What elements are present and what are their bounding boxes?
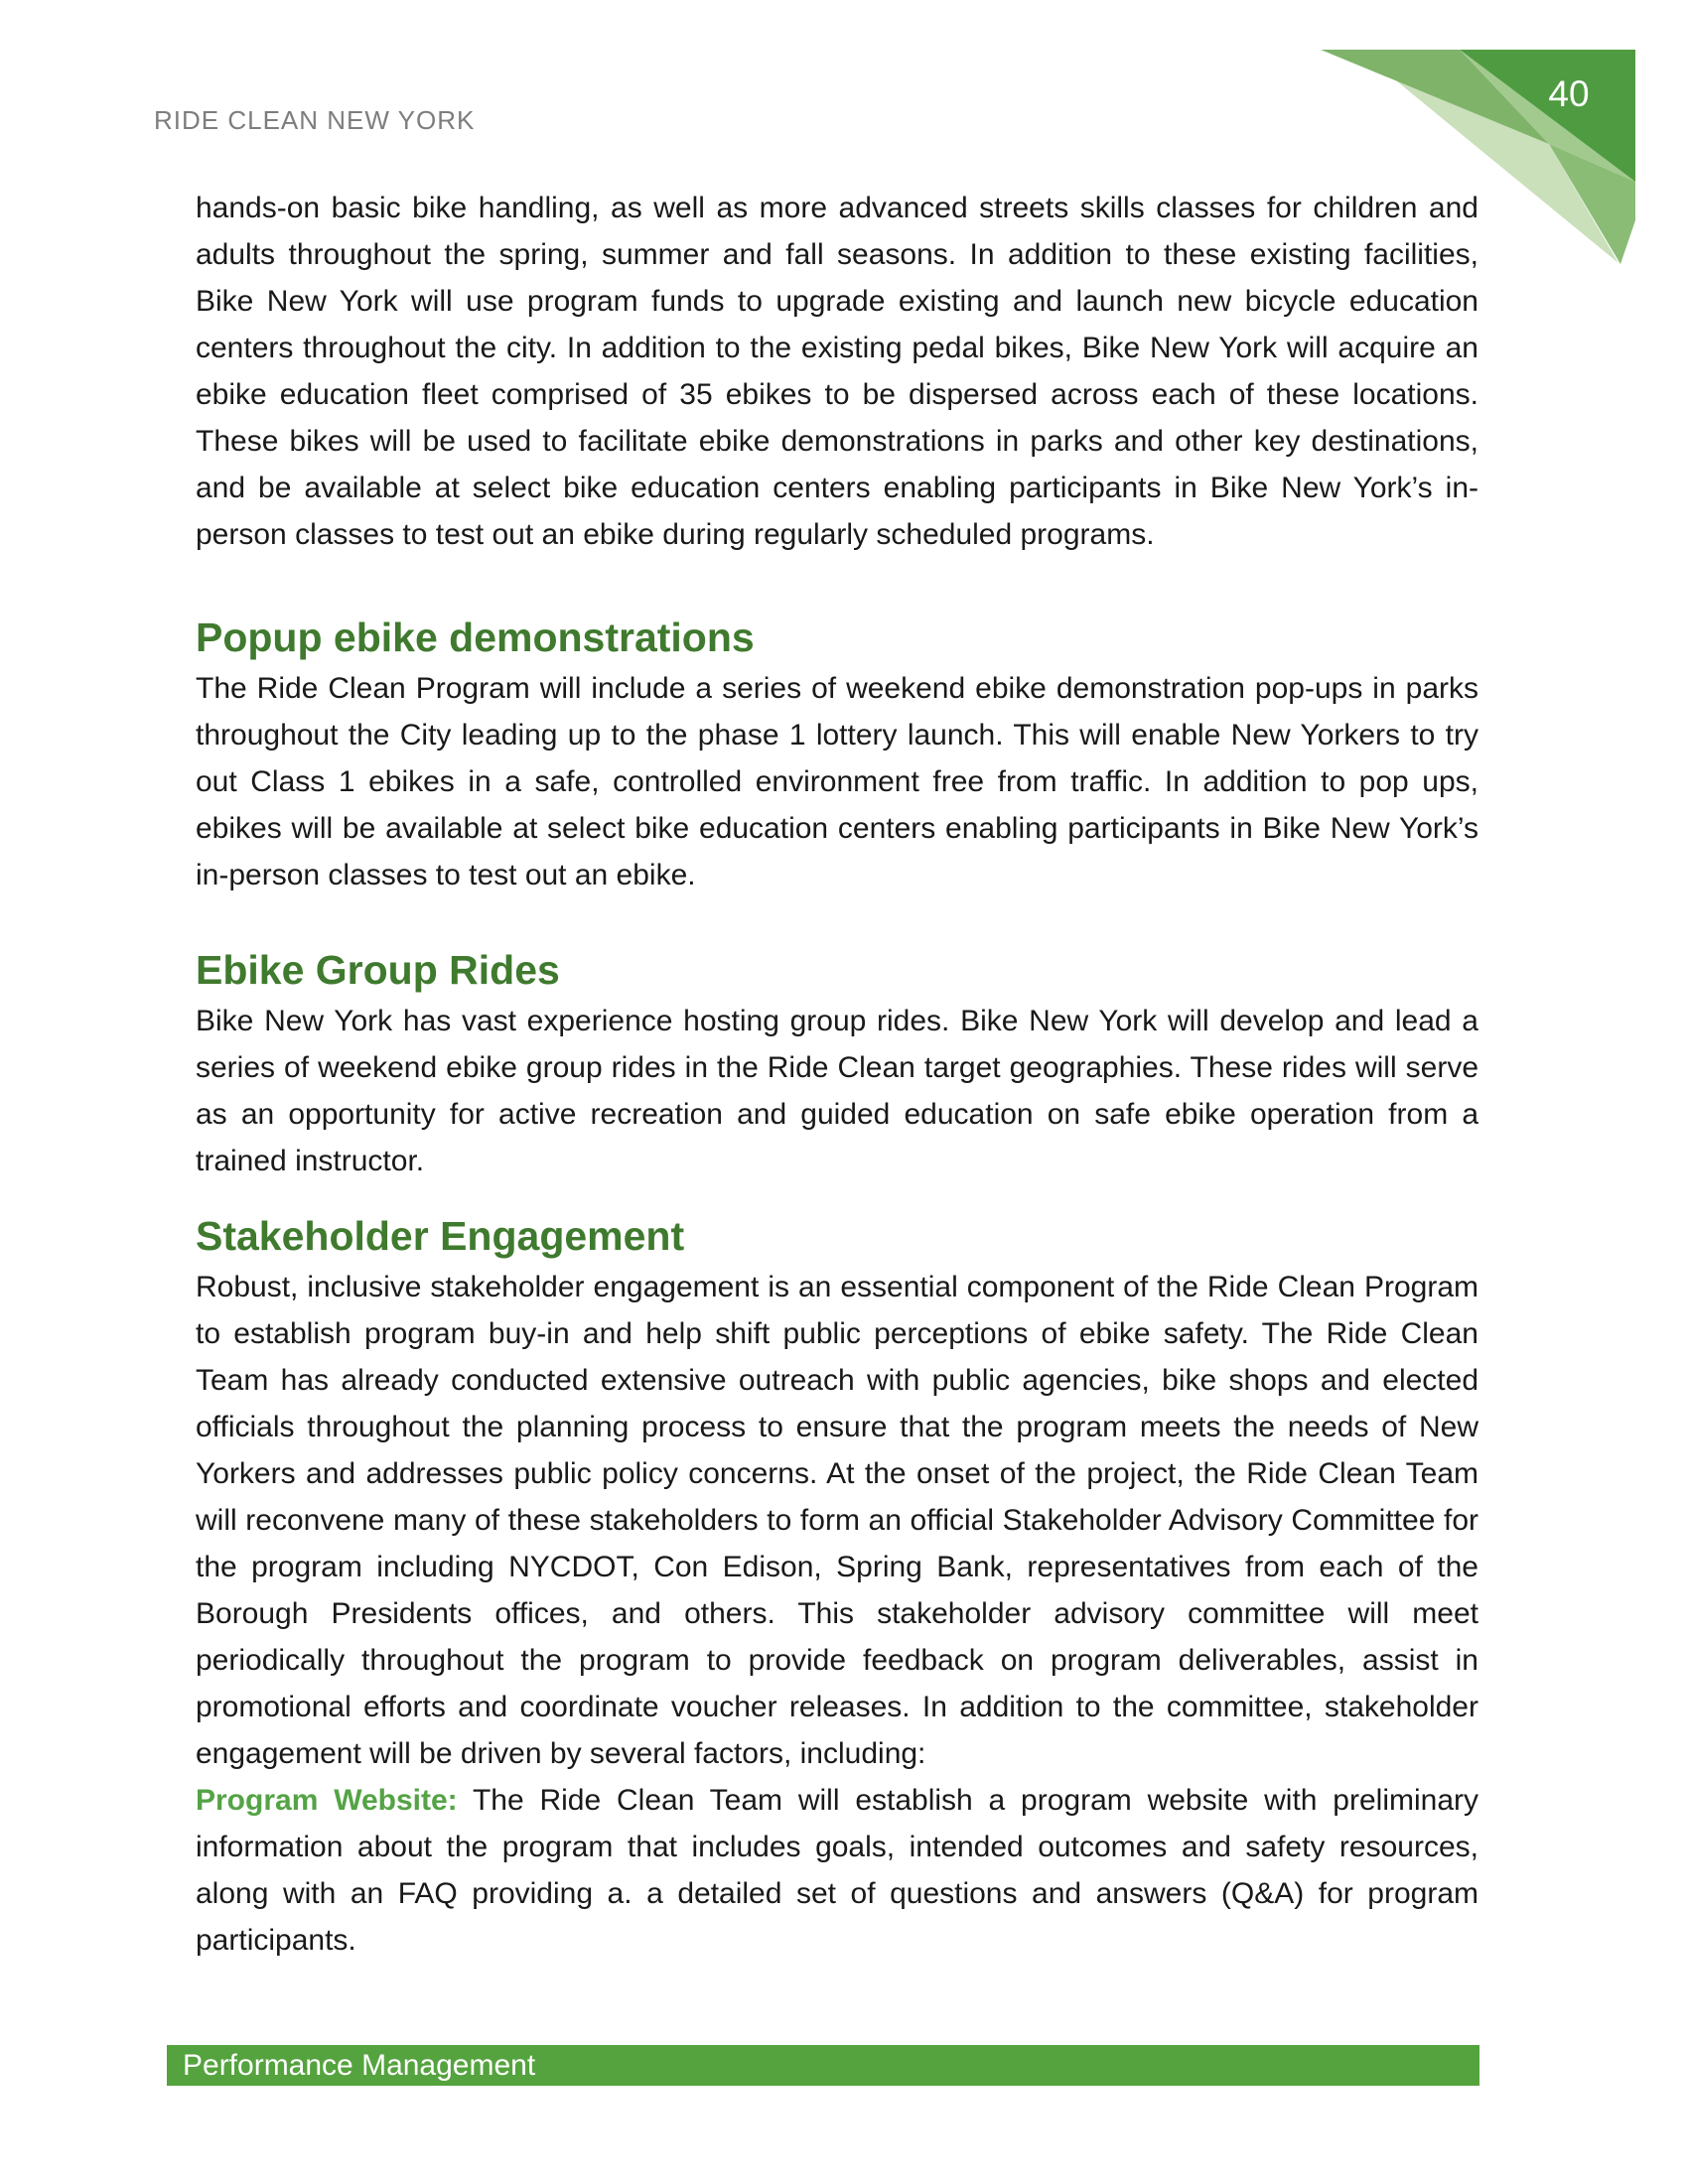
running-header-title: RIDE CLEAN NEW YORK bbox=[154, 105, 476, 135]
program-website-text: The Ride Clean Team will establish a program website with preliminary information about the program that includes goals, intended outcomes and safety resources, along with an FAQ providing a. a detailed set of questions and answers (Q&A) for program participants. bbox=[196, 1784, 1478, 1957]
program-website-label: Program Website: bbox=[196, 1784, 458, 1817]
footer-label: Performance Management bbox=[183, 2049, 536, 2082]
paragraph-group-rides: Bike New York has vast experience hosting group rides. Bike New York will develop and lead a series of weekend ebike group rides in the Ride Clean target geographies. These rides will serve as an opportunity for active recreation and guided education on safe ebike operation from a trained instructor. bbox=[196, 1005, 1478, 1177]
paragraph-bike-education: hands-on basic bike handling, as well as more advanced streets skills classes for children and adults throughout the spring, summer and fall seasons. In addition to these existing facilities, Bike New York will use program funds to upgrade existing and launch new bicycle education centers throughout the city. In addition to the existing pedal bikes, Bike New York will acquire an ebike education fleet comprised of 35 ebikes to be dispersed across each of these locations. These bikes will be used to facilitate ebike demonstrations in parks and other key destinations, and be available at select bike education centers enabling participants in Bike New York’s in-person classes to test out an ebike during regularly scheduled programs. bbox=[196, 192, 1478, 551]
paragraph-popup-demonstrations: The Ride Clean Program will include a series of weekend ebike demonstration pop-ups in parks throughout the City leading up to the phase 1 lottery launch. This will enable New Yorkers to try out Class 1 ebikes in a safe, controlled environment free from traffic. In addition to pop ups, ebikes will be available at select bike education centers enabling participants in Bike New York’s in-person classes to test out an ebike. bbox=[196, 672, 1478, 891]
heading-popup-ebike-demonstrations: Popup ebike demonstrations bbox=[196, 614, 755, 660]
page-body bbox=[196, 0, 1478, 1964]
heading-ebike-group-rides: Ebike Group Rides bbox=[196, 947, 560, 993]
page-number: 40 bbox=[1548, 73, 1590, 114]
paragraph-stakeholder-engagement: Robust, inclusive stakeholder engagement is an essential component of the Ride Clean Program to establish program buy-in and help shift public perceptions of ebike safety. The Ride Clean Team has already conducted extensive outreach with public agencies, bike shops and elected officials throughout the planning process to ensure that the program meets the needs of New Yorkers and addresses public policy concerns. At the onset of the project, the Ride Clean Team will reconvene many of these stakeholders to form an official Stakeholder Advisory Committee for the program including NYCDOT, Con Edison, Spring Bank, representatives from each of the Borough Presidents offices, and others. This stakeholder advisory committee will meet periodically throughout the program to provide feedback on program deliverables, assist in promotional efforts and coordinate voucher releases. In addition to the committee, stakeholder engagement will be driven by several factors, including: bbox=[196, 1271, 1478, 1770]
paragraph-program-website bbox=[196, 1777, 1478, 1964]
heading-stakeholder-engagement: Stakeholder Engagement bbox=[196, 1213, 685, 1259]
footer-bar bbox=[167, 2045, 1479, 2086]
